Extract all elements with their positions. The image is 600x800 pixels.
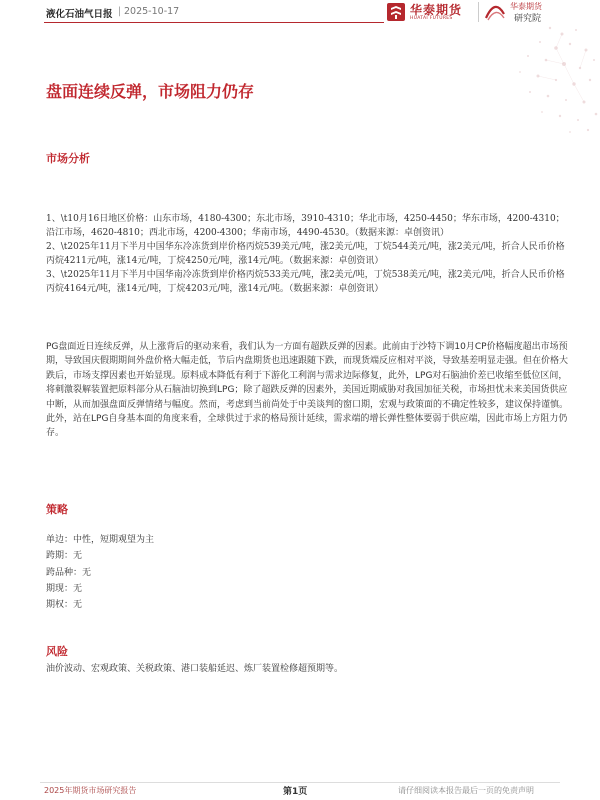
decorative-dot-pattern bbox=[400, 20, 600, 140]
institute-logo-icon bbox=[484, 2, 506, 22]
institute-name: 研究院 bbox=[514, 14, 542, 24]
list-item: 2、\t2025年11月下半月中国华东冷冻货到岸价格丙烷539美元/吨，涨2美元/吨，丁烷544美元/吨，涨2美元/吨，折合人民币价格丙烷4211元/吨，涨14元/吨，丁烷4250元/吨，涨14元/吨。（数据来源：卓创资讯） bbox=[46, 242, 565, 266]
list-item: 1、\t10月16日地区价格：山东市场，4180-4300；东北市场，3910-4310；华北市场，4250-4450；华东市场，4200-4310；沿江市场，4620-4810；西北市场，4200-4300；华南市场，4490-4530。（数据来源：卓创资讯） bbox=[46, 214, 565, 238]
footer-report-title: 2025年期货市场研究报告 bbox=[44, 786, 137, 795]
huatai-logo-icon bbox=[386, 2, 406, 22]
strategy-line: 跨品种：无 bbox=[46, 567, 92, 578]
footer-rule bbox=[40, 782, 560, 783]
report-name: 液化石油气日报 bbox=[46, 9, 113, 20]
report-header bbox=[0, 0, 600, 30]
risk-text: 油价波动、宏观政策、关税政策、港口装船延迟、炼厂装置检修超预期等。 bbox=[46, 664, 344, 674]
market-analysis-paragraph: PG盘面近日连续反弹，从上涨背后的驱动来看，我们认为一方面有超跌反弹的因素。此前由于沙特下调10月CP价格幅度超出市场预期，导致国庆假期期间外盘价格大幅走低，节后内盘期货也迅速跟随下跌，而现货端反应相对平淡，导致基差明显走强。但在价格大跌后，市场支撑因素也开始显现。原料成本降低有利于下游化工利润与需求边际修复，此外，LPG对石脑油价差已收缩至低位区间，将刺激裂解装置把原料部分从石脑油切换到LPG；除了超跌反弹的因素外，美国近期威胁对我国加征关税，市场担忧未来美国货供应中断，从而加强盘面反弹情绪与幅度。然而，考虑到当前尚处于中美谈判的窗口期，宏观与政策面的不确定性较多，建议保持谨慎。此外，站在LPG自身基本面的角度来看，全球供过于求的格局预计延续，需求端的增长弹性整体要弱于供应端，因此市场上方阻力仍存。 bbox=[46, 342, 569, 439]
list-item: 3、\t2025年11月下半月中国华南冷冻货到岸价格丙烷533美元/吨，涨2美元/吨，丁烷538美元/吨，涨2美元/吨，折合人民币价格丙烷4164元/吨，涨14元/吨，丁烷4203元/吨，涨14元/吨。（数据来源：卓创资讯） bbox=[46, 270, 565, 294]
strategy-line: 单边：中性，短期观望为主 bbox=[46, 535, 155, 545]
institute-brand: 华泰期货 bbox=[510, 2, 542, 11]
brand-name-en: HUATAI FUTURES bbox=[410, 16, 453, 21]
disclaimer-note: 请仔细阅读本报告最后一页的免责声明 bbox=[398, 786, 534, 795]
strategy-line: 期现：无 bbox=[46, 583, 83, 594]
page-number: 第1页 bbox=[283, 787, 308, 797]
strategy-line: 期权：无 bbox=[46, 600, 83, 611]
page-title: 盘面连续反弹，市场阻力仍存 bbox=[46, 82, 255, 101]
strategy-list bbox=[46, 532, 154, 613]
strategy-line: 跨期：无 bbox=[46, 551, 83, 562]
header-separator: | bbox=[118, 6, 122, 17]
report-date: 2025-10-17 bbox=[124, 6, 180, 17]
market-analysis-heading: 市场分析 bbox=[46, 152, 90, 165]
market-price-list bbox=[46, 212, 566, 296]
risk-heading: 风险 bbox=[46, 645, 68, 658]
strategy-heading: 策略 bbox=[46, 503, 68, 516]
header-rule bbox=[44, 22, 384, 23]
logo-divider bbox=[478, 2, 479, 22]
brand-name-cn: 华泰期货 bbox=[410, 3, 463, 17]
